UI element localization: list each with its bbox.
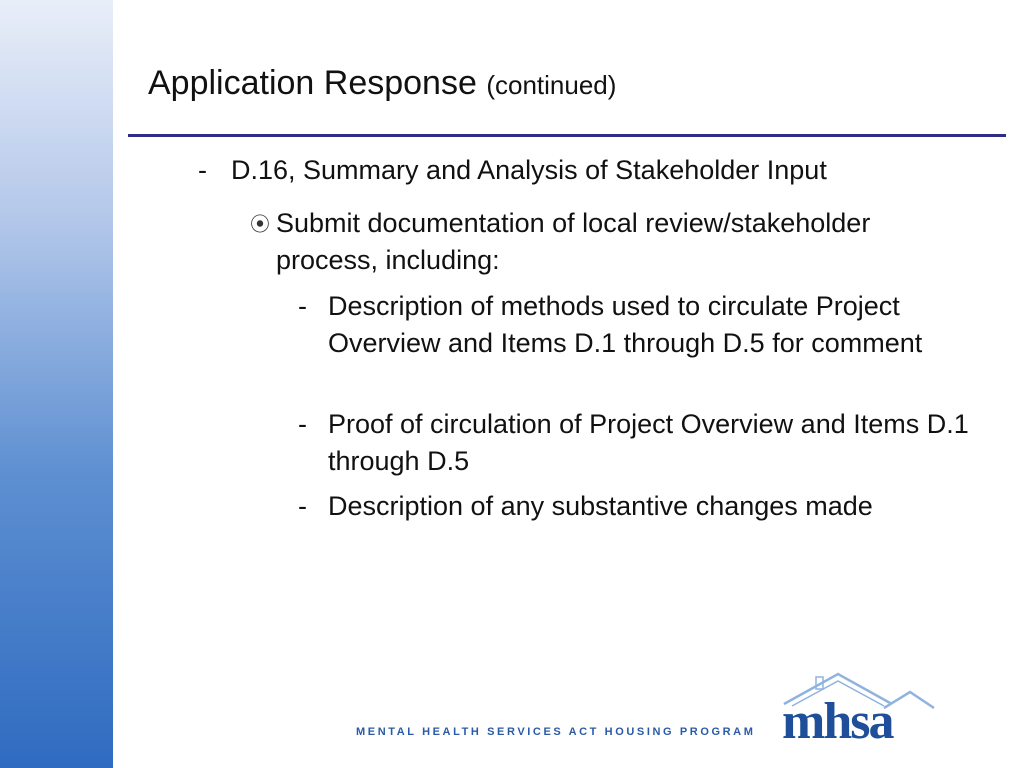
sub-item-dash: -	[298, 491, 307, 521]
sub-item-text: Proof of circulation of Project Overview and Items D.1 through D.5	[328, 409, 969, 476]
sub-item-dash: -	[298, 291, 307, 321]
sub-item-dash: -	[298, 409, 307, 439]
sub-item	[298, 288, 998, 362]
sub-item-text: Description of methods used to circulate Project Overview and Items D.1 through D.5 for comment	[328, 291, 923, 358]
title-divider	[128, 134, 1006, 137]
sub-item	[298, 488, 998, 525]
sidebar-gradient	[0, 0, 113, 768]
mhsa-logo	[780, 666, 940, 746]
program-name: MENTAL HEALTH SERVICES ACT HOUSING PROGRAM	[356, 726, 756, 738]
slide-title	[148, 64, 616, 103]
sub-item	[298, 406, 998, 480]
bullet-text: Submit documentation of local review/stakeholder process, including:	[276, 208, 871, 275]
sub-item-text: Description of any substantive changes made	[328, 491, 873, 521]
bullet-item	[250, 205, 890, 279]
logo-wordmark: mhsa	[782, 693, 893, 746]
heading-text: D.16, Summary and Analysis of Stakeholder Input	[231, 155, 827, 185]
title-main: Application Response	[148, 64, 477, 102]
title-suffix: (continued)	[486, 70, 617, 100]
circled-dot-bullet-icon: ⦿	[250, 214, 270, 236]
heading-dash: -	[198, 155, 207, 185]
heading-item	[198, 152, 827, 189]
